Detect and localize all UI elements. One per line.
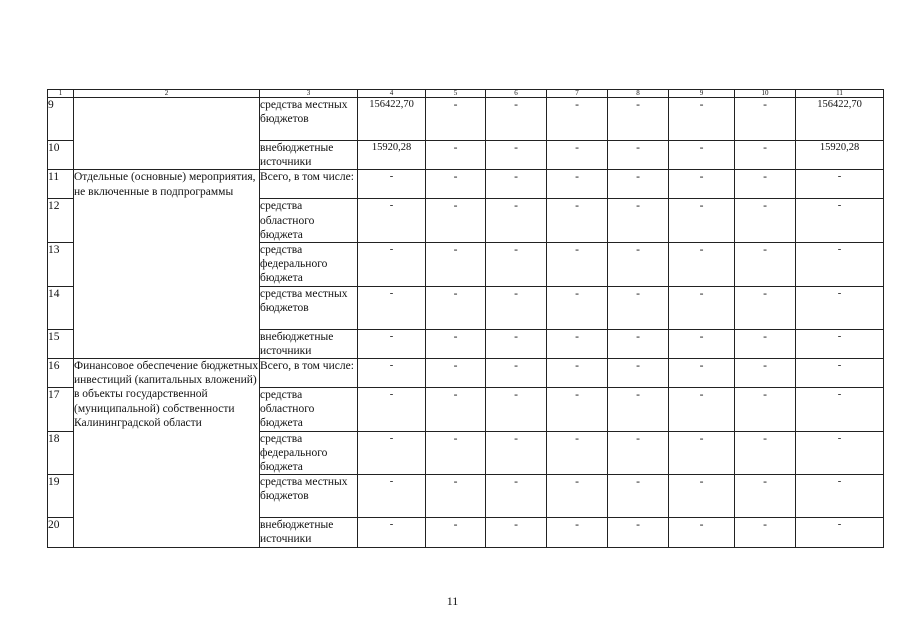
funding-source: средства областного бюджета <box>260 388 358 432</box>
amount-cell-7: - <box>547 359 608 388</box>
amount-cell-10: - <box>735 431 796 475</box>
header-cell: 2 <box>74 90 260 98</box>
amount-cell-4: 156422,70 <box>358 98 426 141</box>
direction-cell-empty <box>74 98 260 170</box>
funding-source: Всего, в том числе: <box>260 359 358 388</box>
amount-cell-5: - <box>426 518 486 547</box>
amount-cell-11: 15920,28 <box>796 141 884 170</box>
amount-cell-4: - <box>358 199 426 243</box>
amount-cell-11: - <box>796 170 884 199</box>
amount-cell-7: - <box>547 170 608 199</box>
table-row <box>48 170 884 199</box>
amount-cell-9: - <box>669 243 735 287</box>
amount-cell-5: - <box>426 98 486 141</box>
amount-cell-4: - <box>358 518 426 547</box>
amount-cell-5: - <box>426 388 486 432</box>
amount-cell-6: - <box>486 243 547 287</box>
funding-source: средства местных бюджетов <box>260 98 358 141</box>
amount-cell-7: - <box>547 388 608 432</box>
amount-cell-9: - <box>669 359 735 388</box>
row-number: 11 <box>48 170 74 199</box>
row-number: 13 <box>48 243 74 287</box>
amount-cell-8: - <box>608 243 669 287</box>
header-cell: 11 <box>796 90 884 98</box>
amount-cell-8: - <box>608 141 669 170</box>
amount-cell-4: - <box>358 170 426 199</box>
amount-cell-5: - <box>426 199 486 243</box>
row-number: 15 <box>48 329 74 358</box>
amount-cell-7: - <box>547 286 608 329</box>
direction-cell: Отдельные (основные) мероприятия, не включенные в подпрограммы <box>74 170 260 359</box>
amount-cell-11: - <box>796 243 884 287</box>
funding-source: Всего, в том числе: <box>260 170 358 199</box>
amount-cell-10: - <box>735 286 796 329</box>
amount-cell-10: - <box>735 359 796 388</box>
amount-cell-5: - <box>426 141 486 170</box>
header-cell: 9 <box>669 90 735 98</box>
funding-source: внебюджетные источники <box>260 329 358 358</box>
amount-cell-11: - <box>796 388 884 432</box>
amount-cell-5: - <box>426 359 486 388</box>
amount-cell-10: - <box>735 141 796 170</box>
amount-cell-10: - <box>735 388 796 432</box>
amount-cell-8: - <box>608 329 669 358</box>
header-cell: 1 <box>48 90 74 98</box>
amount-cell-10: - <box>735 170 796 199</box>
amount-cell-8: - <box>608 431 669 475</box>
amount-cell-11: - <box>796 199 884 243</box>
amount-cell-6: - <box>486 286 547 329</box>
column-number-header <box>48 90 884 98</box>
amount-cell-6: - <box>486 170 547 199</box>
funding-source: внебюджетные источники <box>260 518 358 547</box>
amount-cell-8: - <box>608 388 669 432</box>
amount-cell-6: - <box>486 431 547 475</box>
amount-cell-11: - <box>796 518 884 547</box>
amount-cell-5: - <box>426 475 486 518</box>
row-number: 9 <box>48 98 74 141</box>
amount-cell-8: - <box>608 518 669 547</box>
amount-cell-5: - <box>426 170 486 199</box>
amount-cell-6: - <box>486 359 547 388</box>
amount-cell-6: - <box>486 518 547 547</box>
header-cell: 5 <box>426 90 486 98</box>
amount-cell-6: - <box>486 98 547 141</box>
amount-cell-11: - <box>796 431 884 475</box>
amount-cell-9: - <box>669 388 735 432</box>
header-cell: 6 <box>486 90 547 98</box>
amount-cell-5: - <box>426 243 486 287</box>
amount-cell-8: - <box>608 98 669 141</box>
amount-cell-7: - <box>547 243 608 287</box>
amount-cell-10: - <box>735 329 796 358</box>
amount-cell-9: - <box>669 475 735 518</box>
table-row <box>48 359 884 388</box>
amount-cell-10: - <box>735 199 796 243</box>
row-number: 20 <box>48 518 74 547</box>
amount-cell-9: - <box>669 286 735 329</box>
amount-cell-5: - <box>426 431 486 475</box>
amount-cell-9: - <box>669 199 735 243</box>
amount-cell-4: - <box>358 243 426 287</box>
amount-cell-10: - <box>735 98 796 141</box>
amount-cell-8: - <box>608 286 669 329</box>
funding-source: внебюджетные источники <box>260 141 358 170</box>
page-number: 11 <box>446 594 459 608</box>
amount-cell-4: - <box>358 431 426 475</box>
amount-cell-9: - <box>669 141 735 170</box>
row-number: 17 <box>48 388 74 432</box>
header-cell: 4 <box>358 90 426 98</box>
amount-cell-6: - <box>486 141 547 170</box>
amount-cell-11: 156422,70 <box>796 98 884 141</box>
amount-cell-8: - <box>608 359 669 388</box>
header-cell: 3 <box>260 90 358 98</box>
header-cell: 8 <box>608 90 669 98</box>
amount-cell-9: - <box>669 518 735 547</box>
amount-cell-11: - <box>796 286 884 329</box>
amount-cell-5: - <box>426 329 486 358</box>
funding-source: средства местных бюджетов <box>260 286 358 329</box>
amount-cell-7: - <box>547 431 608 475</box>
amount-cell-10: - <box>735 518 796 547</box>
amount-cell-4: - <box>358 359 426 388</box>
amount-cell-7: - <box>547 518 608 547</box>
amount-cell-6: - <box>486 388 547 432</box>
amount-cell-11: - <box>796 359 884 388</box>
budget-table <box>47 89 884 548</box>
amount-cell-8: - <box>608 475 669 518</box>
row-number: 18 <box>48 431 74 475</box>
header-cell: 7 <box>547 90 608 98</box>
amount-cell-11: - <box>796 475 884 518</box>
row-number: 19 <box>48 475 74 518</box>
row-number: 12 <box>48 199 74 243</box>
amount-cell-7: - <box>547 98 608 141</box>
amount-cell-11: - <box>796 329 884 358</box>
row-number: 16 <box>48 359 74 388</box>
amount-cell-8: - <box>608 199 669 243</box>
amount-cell-8: - <box>608 170 669 199</box>
amount-cell-9: - <box>669 170 735 199</box>
amount-cell-7: - <box>547 475 608 518</box>
table-row <box>48 98 884 141</box>
amount-cell-4: - <box>358 286 426 329</box>
amount-cell-6: - <box>486 329 547 358</box>
amount-cell-7: - <box>547 141 608 170</box>
amount-cell-4: - <box>358 329 426 358</box>
amount-cell-9: - <box>669 98 735 141</box>
amount-cell-9: - <box>669 431 735 475</box>
amount-cell-6: - <box>486 475 547 518</box>
amount-cell-10: - <box>735 475 796 518</box>
funding-source: средства областного бюджета <box>260 199 358 243</box>
amount-cell-9: - <box>669 329 735 358</box>
row-number: 14 <box>48 286 74 329</box>
row-number: 10 <box>48 141 74 170</box>
header-cell: 10 <box>735 90 796 98</box>
amount-cell-7: - <box>547 329 608 358</box>
amount-cell-7: - <box>547 199 608 243</box>
amount-cell-6: - <box>486 199 547 243</box>
amount-cell-4: - <box>358 475 426 518</box>
direction-cell: Финансовое обеспечение бюджетных инвестиций (капитальных вложений) в объекты государственной (муниципальной) собственности Калининградской области <box>74 359 260 548</box>
funding-source: средства федерального бюджета <box>260 431 358 475</box>
amount-cell-4: 15920,28 <box>358 141 426 170</box>
funding-source: средства федерального бюджета <box>260 243 358 287</box>
amount-cell-4: - <box>358 388 426 432</box>
amount-cell-10: - <box>735 243 796 287</box>
funding-source: средства местных бюджетов <box>260 475 358 518</box>
amount-cell-5: - <box>426 286 486 329</box>
